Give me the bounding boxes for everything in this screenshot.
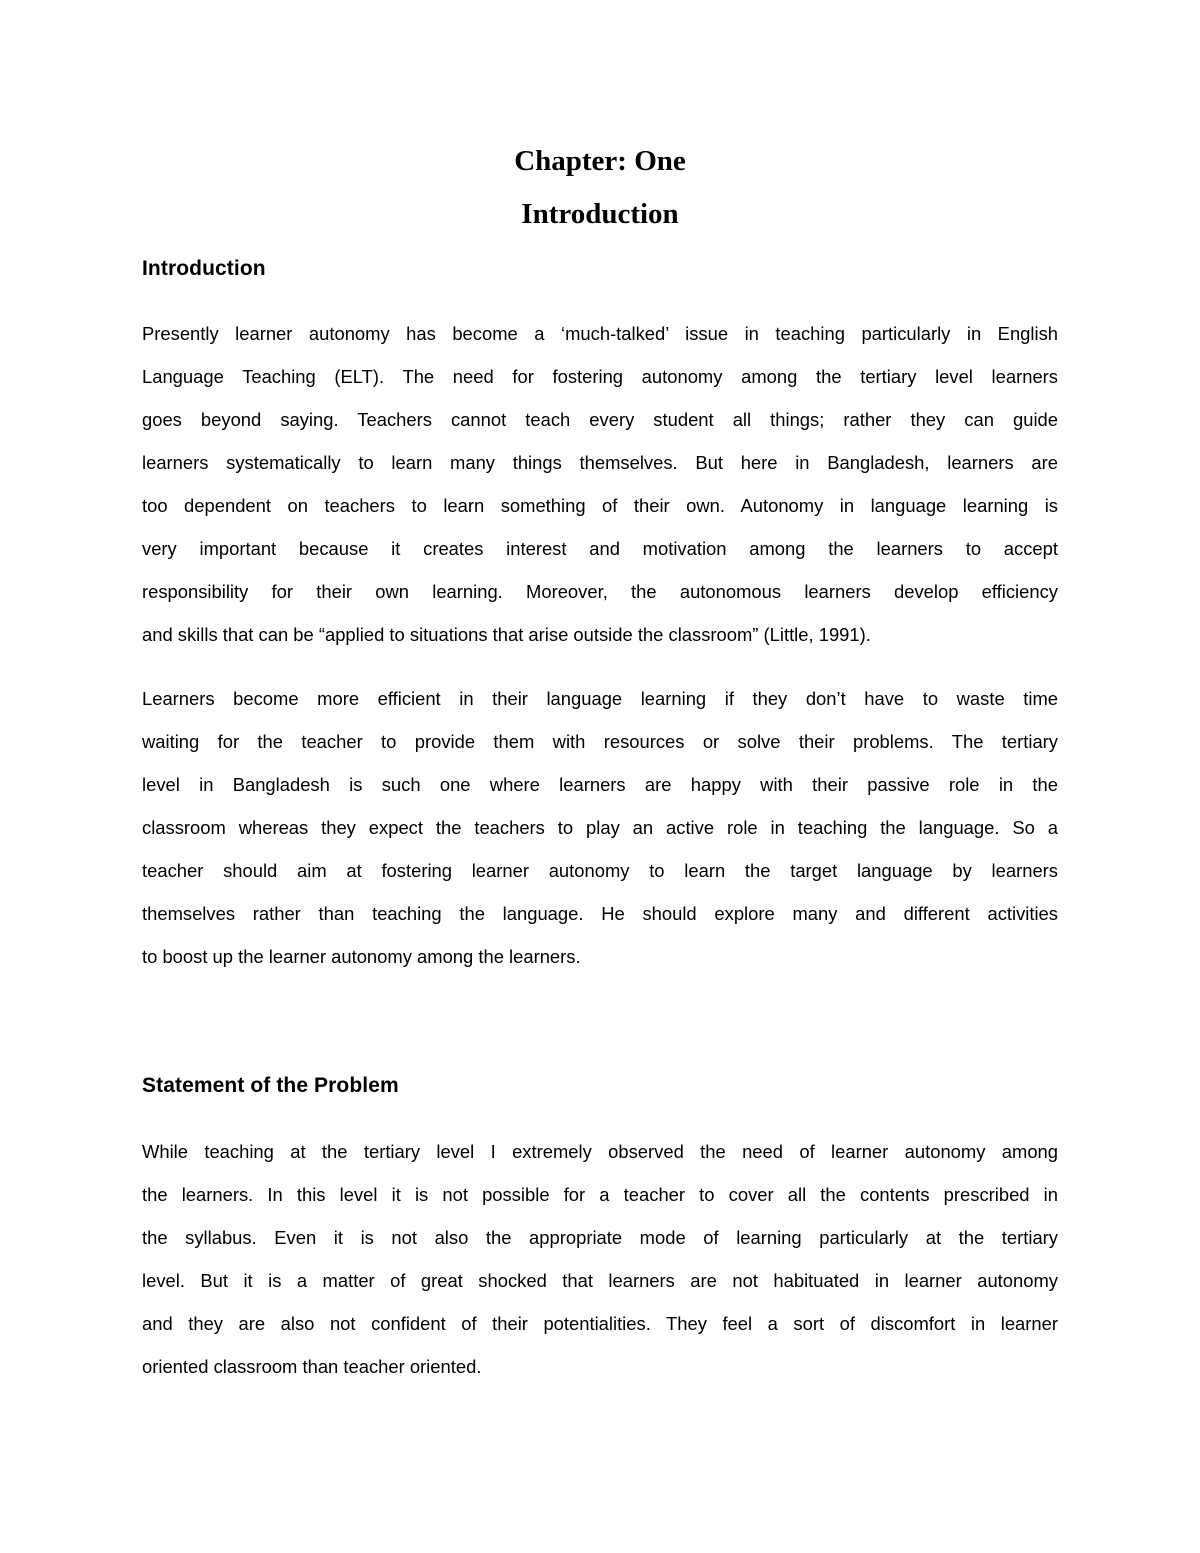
paragraph-statement-of-problem [142, 1130, 1058, 1388]
text-line: the syllabus. Even it is not also the appropriate mode of learning particularly at the tertiary [142, 1227, 1058, 1248]
text-line: learners systematically to learn many things themselves. But here in Bangladesh, learners are [142, 452, 1058, 473]
text-line: responsibility for their own learning. Moreover, the autonomous learners develop efficiency [142, 581, 1058, 602]
text-line: waiting for the teacher to provide them with resources or solve their problems. The tertiary [142, 731, 1058, 752]
text-line: level in Bangladesh is such one where learners are happy with their passive role in the [142, 774, 1058, 795]
text-line: to boost up the learner autonomy among the learners. [142, 946, 581, 967]
text-line: Learners become more efficient in their language learning if they don’t have to waste time [142, 688, 1058, 709]
text-line: and skills that can be “applied to situations that arise outside the classroom” (Little, 1991). [142, 624, 871, 645]
text-line: very important because it creates interest and motivation among the learners to accept [142, 538, 1058, 559]
text-line: too dependent on teachers to learn something of their own. Autonomy in language learning is [142, 495, 1058, 516]
text-line: level. But it is a matter of great shocked that learners are not habituated in learner autonomy [142, 1270, 1058, 1291]
text-line: teacher should aim at fostering learner autonomy to learn the target language by learners [142, 860, 1058, 881]
chapter-title: Introduction [521, 198, 679, 230]
text-line: classroom whereas they expect the teachers to play an active role in teaching the language. So a [142, 817, 1058, 838]
text-line: oriented classroom than teacher oriented. [142, 1356, 482, 1377]
paragraph-introduction-1 [142, 312, 1058, 656]
paragraph-introduction-2 [142, 677, 1058, 978]
chapter-label: Chapter: One [514, 145, 686, 177]
section-heading-statement-of-problem: Statement of the Problem [142, 1074, 399, 1097]
text-line: While teaching at the tertiary level I extremely observed the need of learner autonomy among [142, 1141, 1058, 1162]
text-line: Presently learner autonomy has become a ‘much-talked’ issue in teaching particularly in English [142, 323, 1058, 344]
text-line: themselves rather than teaching the language. He should explore many and different activities [142, 903, 1058, 924]
text-line: and they are also not confident of their potentialities. They feel a sort of discomfort in learner [142, 1313, 1058, 1334]
text-line: Language Teaching (ELT). The need for fostering autonomy among the tertiary level learners [142, 366, 1058, 387]
text-line: the learners. In this level it is not possible for a teacher to cover all the contents prescribed in [142, 1184, 1058, 1205]
section-heading-introduction: Introduction [142, 257, 266, 280]
text-line: goes beyond saying. Teachers cannot teach every student all things; rather they can guide [142, 409, 1058, 430]
